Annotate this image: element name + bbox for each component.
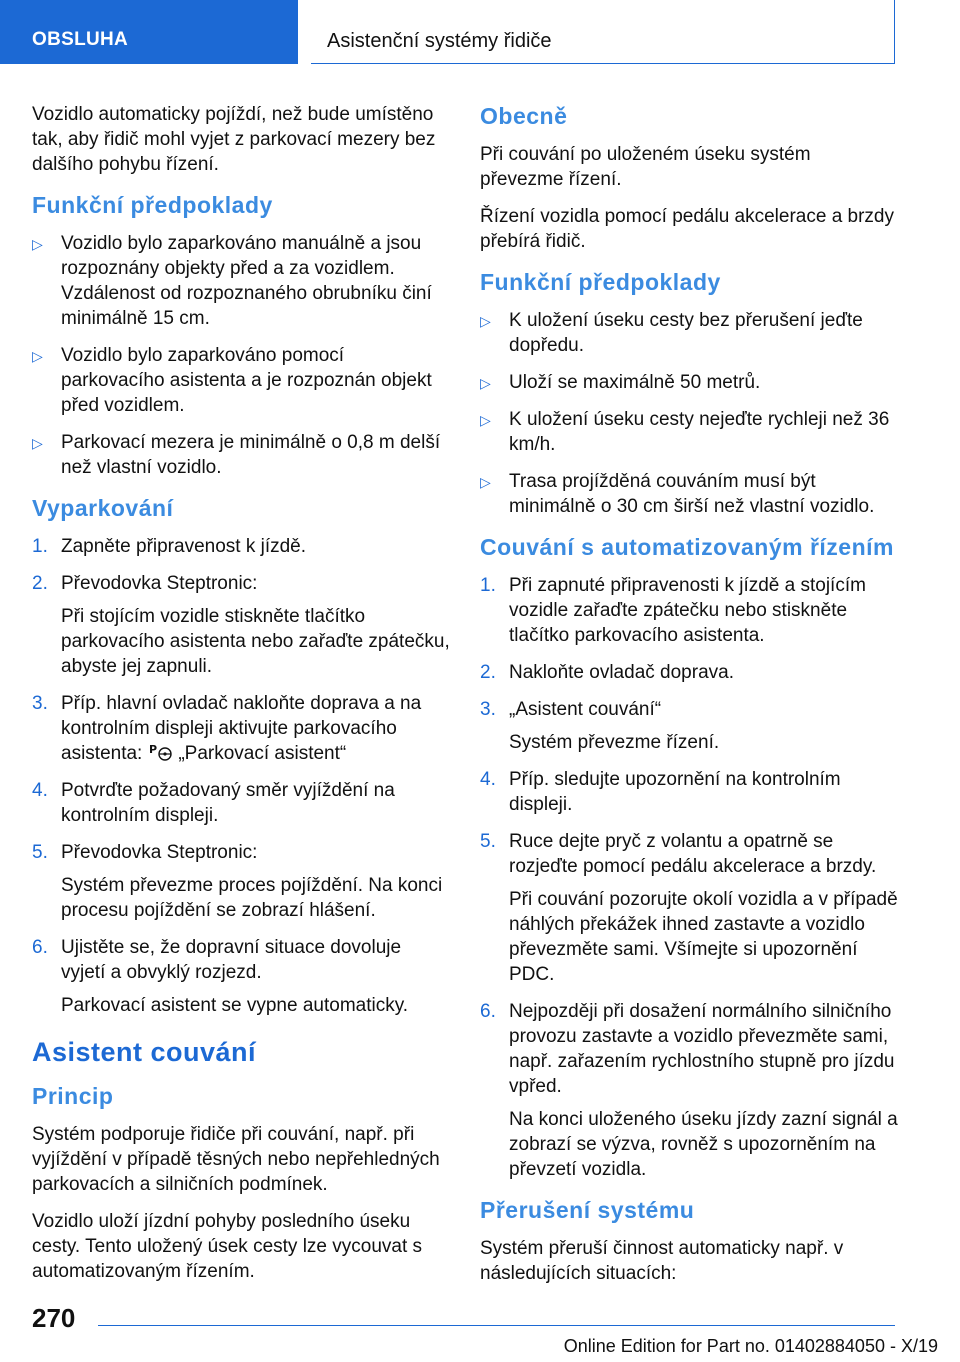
section-tab [0, 0, 298, 64]
list-item: ▷ Trasa projížděná couváním musí být minimálně o 30 cm širší než vlastní vozidlo. [480, 471, 875, 517]
step-number: 6. [480, 1001, 496, 1022]
svg-text:P: P [149, 743, 158, 756]
footer-divider [98, 1325, 895, 1326]
heading-reverse-assistant: Asistent couvání [32, 1037, 257, 1067]
triangle-right-outline-icon: ▷ [32, 348, 43, 364]
step-item: 5. Převodovka Steptronic: Systém převezme proces pojíždění. Na konci procesu pojíždění se zobrazí hlášení. [32, 840, 450, 923]
step-note: Systém převezme proces pojíždění. Na konci procesu pojíždění se zobrazí hlášení. [61, 875, 443, 921]
step-number: 3. [32, 693, 48, 714]
list-item: ▷ K uložení úseku cesty nejeďte rychleji než 36 km/h. [480, 409, 890, 455]
triangle-right-outline-icon: ▷ [480, 313, 491, 329]
step-note: Na konci uloženého úseku jízdy zazní signál a zobrazí se výzva, rovněž s upozorněním na převzetí vozidla. [509, 1109, 898, 1180]
list-item: ▷ K uložení úseku cesty bez přerušení jeďte dopředu. [480, 310, 863, 356]
step-item: 4. Příp. sledujte upozornění na kontrolním displeji. [480, 769, 841, 815]
section-label: OBSLUHA [32, 29, 129, 50]
step-number: 5. [32, 842, 48, 863]
edition-footer: Online Edition for Part no. 01402884050 - X/19 [563, 1336, 938, 1356]
step-number: 6. [32, 937, 48, 958]
general-paragraph: Při couvání po uloženém úseku systém převezme řízení. [480, 144, 811, 190]
step-number: 2. [480, 662, 496, 683]
heading-exit: Vyparkování [32, 495, 174, 521]
step-item: 6. Nejpozději při dosažení normálního silničního provozu zastavte a vozidlo převezměte sami, např. zařazením rychlostního stupně pro jízdu vpřed. Na konci uloženého úseku jízdy zazní signál a zobrazí se výzva, rovněž s upozorněním na převzetí vozidla. [480, 1001, 898, 1180]
general-paragraph: Řízení vozidla pomocí pedálu akcelerace a brzdy přebírá řidič. [480, 206, 895, 252]
principle-paragraph: Vozidlo uloží jízdní pohyby posledního úseku cesty. Tento uložený úsek cesty lze vycouvat s automatizovaným řízením. [32, 1211, 423, 1282]
right-column [480, 102, 898, 1298]
chapter-header [311, 0, 895, 64]
heading-principle: Princip [32, 1083, 114, 1109]
chapter-title: Asistenční systémy řidiče [327, 30, 552, 52]
reversing-steps [480, 573, 898, 1182]
list-item: ▷ Vozidlo bylo zaparkováno pomocí parkovacího asistenta a je rozpoznán objekt před vozidlem. [32, 345, 432, 416]
step-item: 2. Převodovka Steptronic: Při stojícím vozidle stiskněte tlačítko parkovacího asistenta nebo zařaďte zpátečku, abyste jej zapnuli. [32, 573, 450, 677]
step-number: 3. [480, 699, 496, 720]
conditions-list [480, 308, 898, 519]
step-note: Při couvání pozorujte okolí vozidla a v případě náhlých překážek ihned zastavte a vozidlo převezměte sami. Všímejte si upozornění PDC. [509, 889, 898, 985]
step-note: Parkovací asistent se vypne automaticky. [61, 995, 409, 1016]
step-number: 1. [32, 536, 48, 557]
step-item: 3. „Asistent couvání“ Systém převezme řízení. [480, 697, 898, 755]
triangle-right-outline-icon: ▷ [480, 412, 491, 428]
list-item: ▷ Parkovací mezera je minimálně o 0,8 m delší než vlastní vozidlo. [32, 432, 441, 478]
step-item: 2. Nakloňte ovladač doprava. [480, 662, 734, 683]
step-number: 5. [480, 831, 496, 852]
step-item: 6. Ujistěte se, že dopravní situace dovoluje vyjetí a obvyklý rozjezd. Parkovací asistent se vypne automaticky. [32, 935, 450, 1018]
list-item: ▷ Vozidlo bylo zaparkováno manuálně a jsou rozpoznány objekty před a za vozidlem. Vzdálenost od rozpoznaného obrubníku činí minimálně 15 cm. [32, 233, 432, 329]
step-item: 1. Zapněte připravenost k jízdě. [32, 536, 307, 557]
parking-assistant-icon [148, 742, 174, 762]
triangle-right-outline-icon: ▷ [480, 474, 491, 490]
step-note: Systém převezme řízení. [509, 732, 720, 753]
triangle-right-outline-icon: ▷ [480, 375, 491, 391]
left-column [32, 102, 450, 1296]
step-item: 5. Ruce dejte pryč z volantu a opatrně se rozjeďte pomocí pedálu akcelerace a brzdy. Při couvání pozorujte okolí vozidla a v případě náhlých překážek ihned zastavte a vozidlo převezměte sami. Všímejte si upozornění PDC. [480, 831, 898, 985]
step-item: 3. Příp. hlavní ovladač nakloňte doprava a na kontrolním displeji aktivujte parkovacího asistenta: P „Parkovací asistent“ [32, 693, 422, 764]
list-item: ▷ Uloží se maximálně 50 metrů. [480, 370, 898, 395]
triangle-right-outline-icon: ▷ [32, 435, 43, 451]
step-note: Při stojícím vozidle stiskněte tlačítko parkovacího asistenta nebo zařaďte zpátečku, abyste jej zapnuli. [61, 606, 450, 677]
principle-paragraph: Systém podporuje řidiče při couvání, např. při vyjíždění v případě těsných nebo nepřehledných parkovacích a silničních podmínek. [32, 1124, 440, 1195]
interruption-paragraph: Systém přeruší činnost automaticky např. v následujících situacích: [480, 1238, 844, 1284]
heading-general: Obecně [480, 103, 568, 129]
triangle-right-outline-icon: ▷ [32, 236, 43, 252]
step-number: 4. [32, 780, 48, 801]
heading-conditions: Funkční předpoklady [32, 192, 273, 218]
intro-paragraph: Vozidlo automaticky pojíždí, než bude umístěno tak, aby řidič mohl vyjet z parkovací mezery bez dalšího pohybu řízení. [32, 104, 436, 175]
step-number: 4. [480, 769, 496, 790]
step-number: 2. [32, 573, 48, 594]
heading-automated-reversing: Couvání s automatizovaným řízením [480, 534, 894, 560]
conditions-list [32, 231, 450, 480]
heading-system-interruption: Přerušení systému [480, 1197, 695, 1223]
step-item: 4. Potvrďte požadovaný směr vyjíždění na kontrolním displeji. [32, 780, 395, 826]
page-number: 270 [32, 1303, 76, 1333]
step-number: 1. [480, 575, 496, 596]
step-item: 1. Při zapnuté připravenosti k jízdě a stojícím vozidle zařaďte zpátečku nebo stiskněte tlačítko parkovacího asistenta. [480, 575, 866, 646]
heading-conditions: Funkční předpoklady [480, 269, 721, 295]
exit-steps [32, 534, 450, 1018]
